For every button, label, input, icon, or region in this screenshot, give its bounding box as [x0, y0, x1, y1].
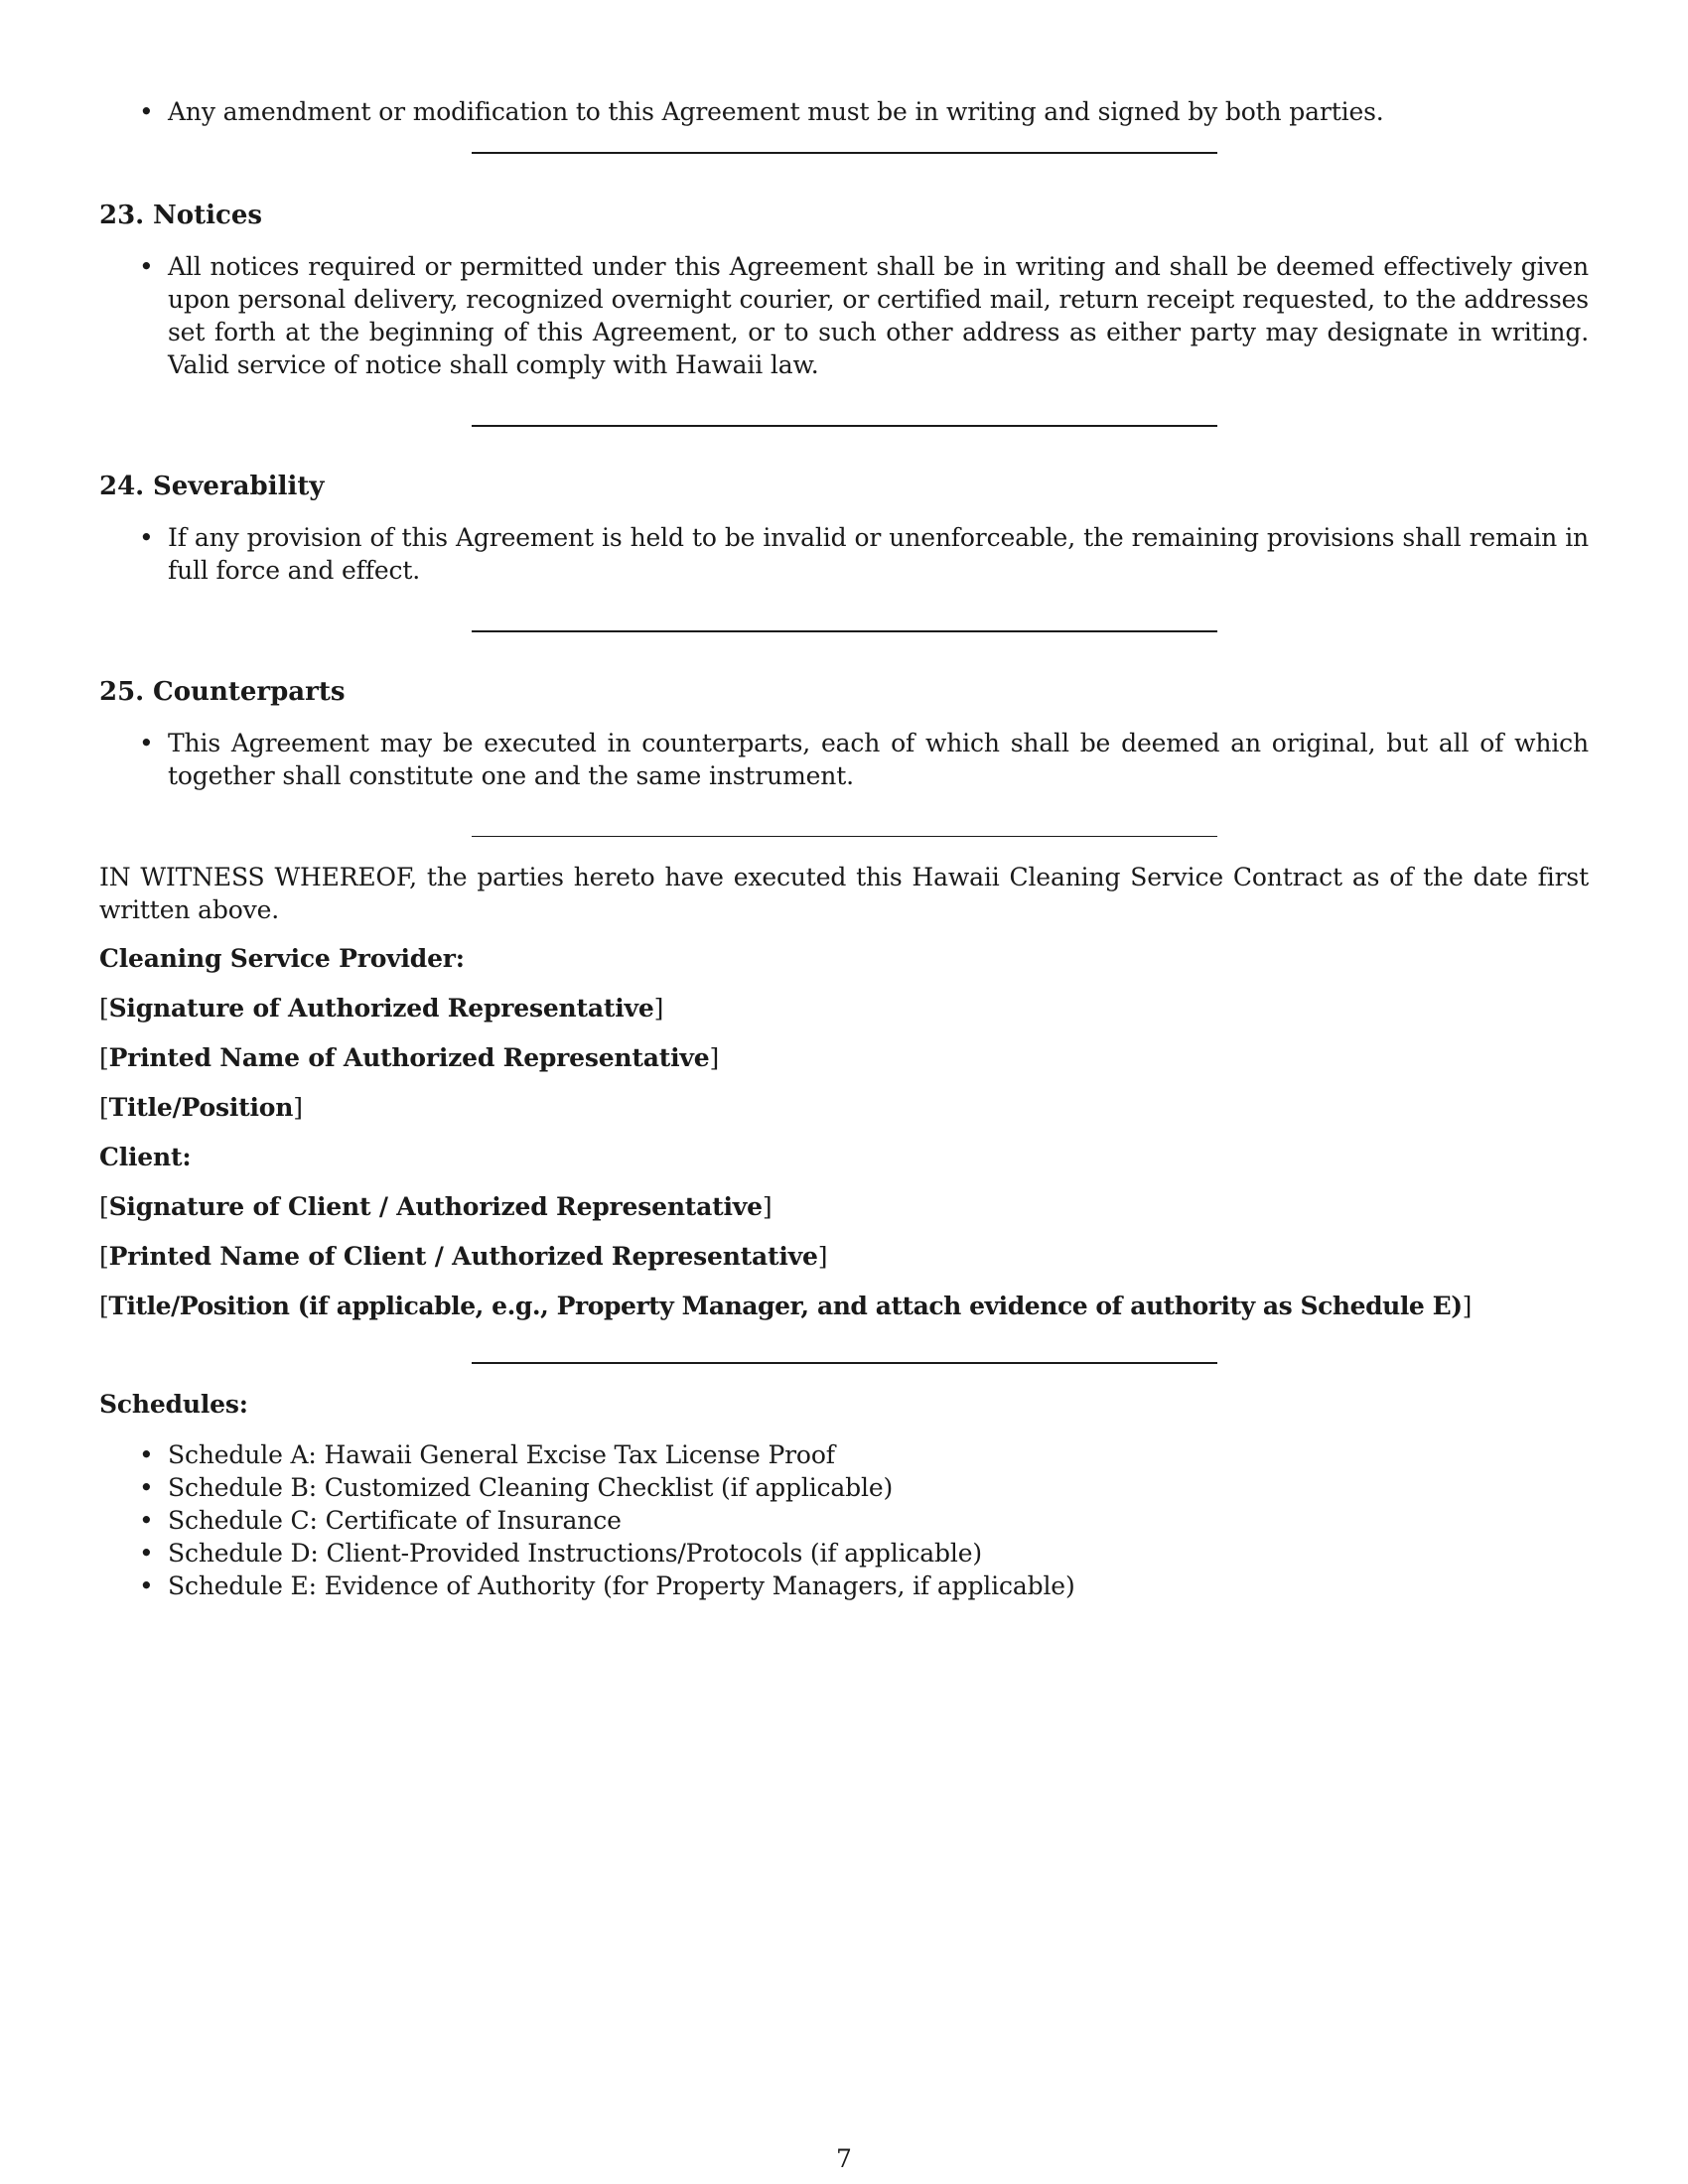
provider-title-line: [Title/Position]: [99, 1093, 303, 1122]
bullet-icon: •: [139, 1571, 154, 1600]
section-title: Severability: [153, 472, 325, 501]
provider-title-label: Title/Position: [108, 1093, 294, 1122]
section-divider: [472, 152, 1217, 154]
client-signature-line: [Signature of Client / Authorized Representative]: [99, 1192, 773, 1221]
section-number: 24.: [99, 472, 145, 501]
provider-signature-line: [Signature of Authorized Representative]: [99, 994, 664, 1023]
client-heading: Client:: [99, 1143, 192, 1171]
bullet-text: All notices required or permitted under this Agreement shall be in writing and shall be deemed effectively given upon personal delivery, recognized overnight courier, or certified mail, return receipt requested, to the addresses set forth at the beginning of this Agreement, or to such other address as either party may designate in writing. Valid service of notice shall comply with Hawaii law.: [168, 252, 1589, 379]
bullet-icon: •: [139, 523, 154, 552]
client-printed-name-label: Printed Name of Client / Authorized Representative: [108, 1242, 818, 1271]
bullet-icon: •: [139, 729, 154, 757]
counterparts-list: [99, 727, 1589, 792]
schedule-item-text: Schedule B: Customized Cleaning Checklist (if applicable): [168, 1473, 894, 1502]
section-heading-notices: [99, 200, 1589, 232]
schedule-item: [99, 1570, 1589, 1602]
bullet-icon: •: [139, 1440, 154, 1469]
schedules-heading: Schedules:: [99, 1390, 248, 1419]
notices-list: [99, 250, 1589, 381]
amendment-list: [99, 95, 1589, 128]
schedule-item-text: Schedule A: Hawaii General Excise Tax License Proof: [168, 1440, 835, 1469]
schedule-item: [99, 1537, 1589, 1570]
schedule-item: [99, 1471, 1589, 1504]
section-number: 23.: [99, 201, 145, 230]
section-divider: [472, 425, 1217, 427]
bullet-icon: •: [139, 252, 154, 281]
provider-heading: Cleaning Service Provider:: [99, 944, 465, 973]
provider-signature-label: Signature of Authorized Representative: [108, 994, 654, 1023]
witness-statement: IN WITNESS WHEREOF, the parties hereto have executed this Hawaii Cleaning Service Contract as of the date first written above.: [99, 863, 1589, 924]
client-title-label: Title/Position (if applicable, e.g., Property Manager, and attach evidence of authority as Schedule E): [108, 1292, 1463, 1320]
schedules-list: [99, 1438, 1589, 1602]
section-heading-counterparts: [99, 676, 1589, 709]
schedule-item: [99, 1504, 1589, 1537]
client-signature-label: Signature of Client / Authorized Representative: [108, 1192, 763, 1221]
provider-printed-name-label: Printed Name of Authorized Representative: [108, 1043, 710, 1072]
schedule-item: [99, 1438, 1589, 1471]
provider-printed-name-line: [Printed Name of Authorized Representative]: [99, 1043, 719, 1072]
amendment-bullet: [99, 95, 1589, 128]
section-divider: [472, 630, 1217, 632]
section-divider: [472, 1362, 1217, 1364]
severability-list: [99, 521, 1589, 587]
schedule-item-text: Schedule D: Client-Provided Instructions/Protocols (if applicable): [168, 1539, 982, 1568]
section-heading-severability: [99, 471, 1589, 503]
document-page: [99, 95, 1589, 1602]
client-title-line: [Title/Position (if applicable, e.g., Property Manager, and attach evidence of authority as Schedule E)]: [99, 1292, 1472, 1320]
page-number: 7: [836, 2144, 852, 2173]
severability-bullet: [99, 521, 1589, 587]
client-printed-name-line: [Printed Name of Client / Authorized Representative]: [99, 1242, 828, 1271]
bullet-icon: •: [139, 1506, 154, 1535]
bullet-text: If any provision of this Agreement is held to be invalid or unenforceable, the remaining provisions shall remain in full force and effect.: [168, 523, 1589, 585]
section-title: Notices: [153, 201, 263, 230]
bullet-icon: •: [139, 1539, 154, 1568]
notices-bullet: [99, 250, 1589, 381]
section-title: Counterparts: [153, 677, 346, 707]
bullet-icon: •: [139, 1473, 154, 1502]
section-divider: [472, 836, 1217, 837]
section-number: 25.: [99, 677, 145, 707]
bullet-icon: •: [139, 97, 154, 126]
schedule-item-text: Schedule E: Evidence of Authority (for Property Managers, if applicable): [168, 1571, 1075, 1600]
bullet-text: This Agreement may be executed in counterparts, each of which shall be deemed an original, but all of which together shall constitute one and the same instrument.: [168, 729, 1589, 790]
counterparts-bullet: [99, 727, 1589, 792]
bullet-text: Any amendment or modification to this Agreement must be in writing and signed by both parties.: [168, 97, 1384, 126]
schedule-item-text: Schedule C: Certificate of Insurance: [168, 1506, 622, 1535]
